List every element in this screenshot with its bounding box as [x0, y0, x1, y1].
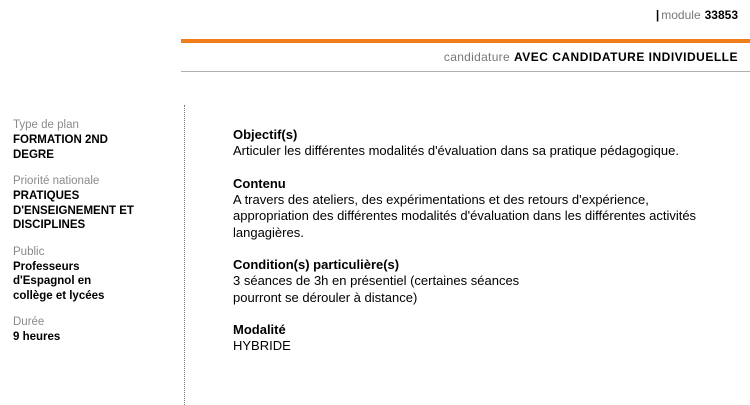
sidebar-item-public	[13, 245, 178, 304]
section-modalite	[233, 321, 738, 355]
sidebar-item-type-de-plan	[13, 118, 178, 162]
section-heading: Objectif(s)	[233, 127, 298, 142]
section-conditions	[233, 256, 738, 306]
sidebar-label: Priorité nationale	[13, 175, 100, 187]
dotted-divider	[184, 105, 185, 405]
sidebar-label: Type de plan	[13, 119, 79, 131]
sidebar-value: PRATIQUES D'ENSEIGNEMENT ET DISCIPLINES	[13, 190, 134, 231]
section-text: HYBRIDE	[233, 338, 291, 353]
section-heading: Condition(s) particulière(s)	[233, 257, 400, 272]
module-number: 33853	[704, 8, 738, 22]
section-heading: Modalité	[233, 322, 286, 337]
section-contenu	[233, 175, 738, 242]
gray-divider	[181, 71, 750, 72]
sidebar	[13, 118, 178, 357]
candidature-label: candidature	[443, 50, 510, 64]
candidature-value: AVEC CANDIDATURE INDIVIDUELLE	[513, 50, 738, 64]
sidebar-value: Professeurs d'Espagnol en collège et lycées	[13, 260, 105, 302]
sidebar-value: 9 heures	[13, 331, 61, 343]
sidebar-item-priorite-nationale	[13, 174, 178, 233]
orange-divider	[181, 39, 750, 43]
module-label: module	[661, 8, 701, 22]
section-objectifs	[233, 126, 738, 160]
module-line	[656, 8, 738, 22]
sidebar-label: Public	[13, 245, 45, 258]
module-separator: |	[655, 8, 660, 22]
sidebar-value: FORMATION 2ND DEGRE	[13, 134, 108, 161]
section-text: Articuler les différentes modalités d'évaluation dans sa pratique pédagogique.	[233, 143, 679, 158]
candidature-line	[444, 50, 738, 64]
sidebar-item-duree	[13, 315, 178, 345]
section-text: A travers des ateliers, des expérimentations et des retours d'expérience, appropriation des différentes modalités d'évaluation dans les différentes activités langagières.	[233, 191, 697, 240]
section-text: 3 séances de 3h en présentiel (certaines séances pourront se dérouler à distance)	[233, 273, 520, 305]
sidebar-label: Durée	[13, 316, 45, 328]
section-heading: Contenu	[233, 175, 286, 191]
main-content	[233, 126, 738, 370]
